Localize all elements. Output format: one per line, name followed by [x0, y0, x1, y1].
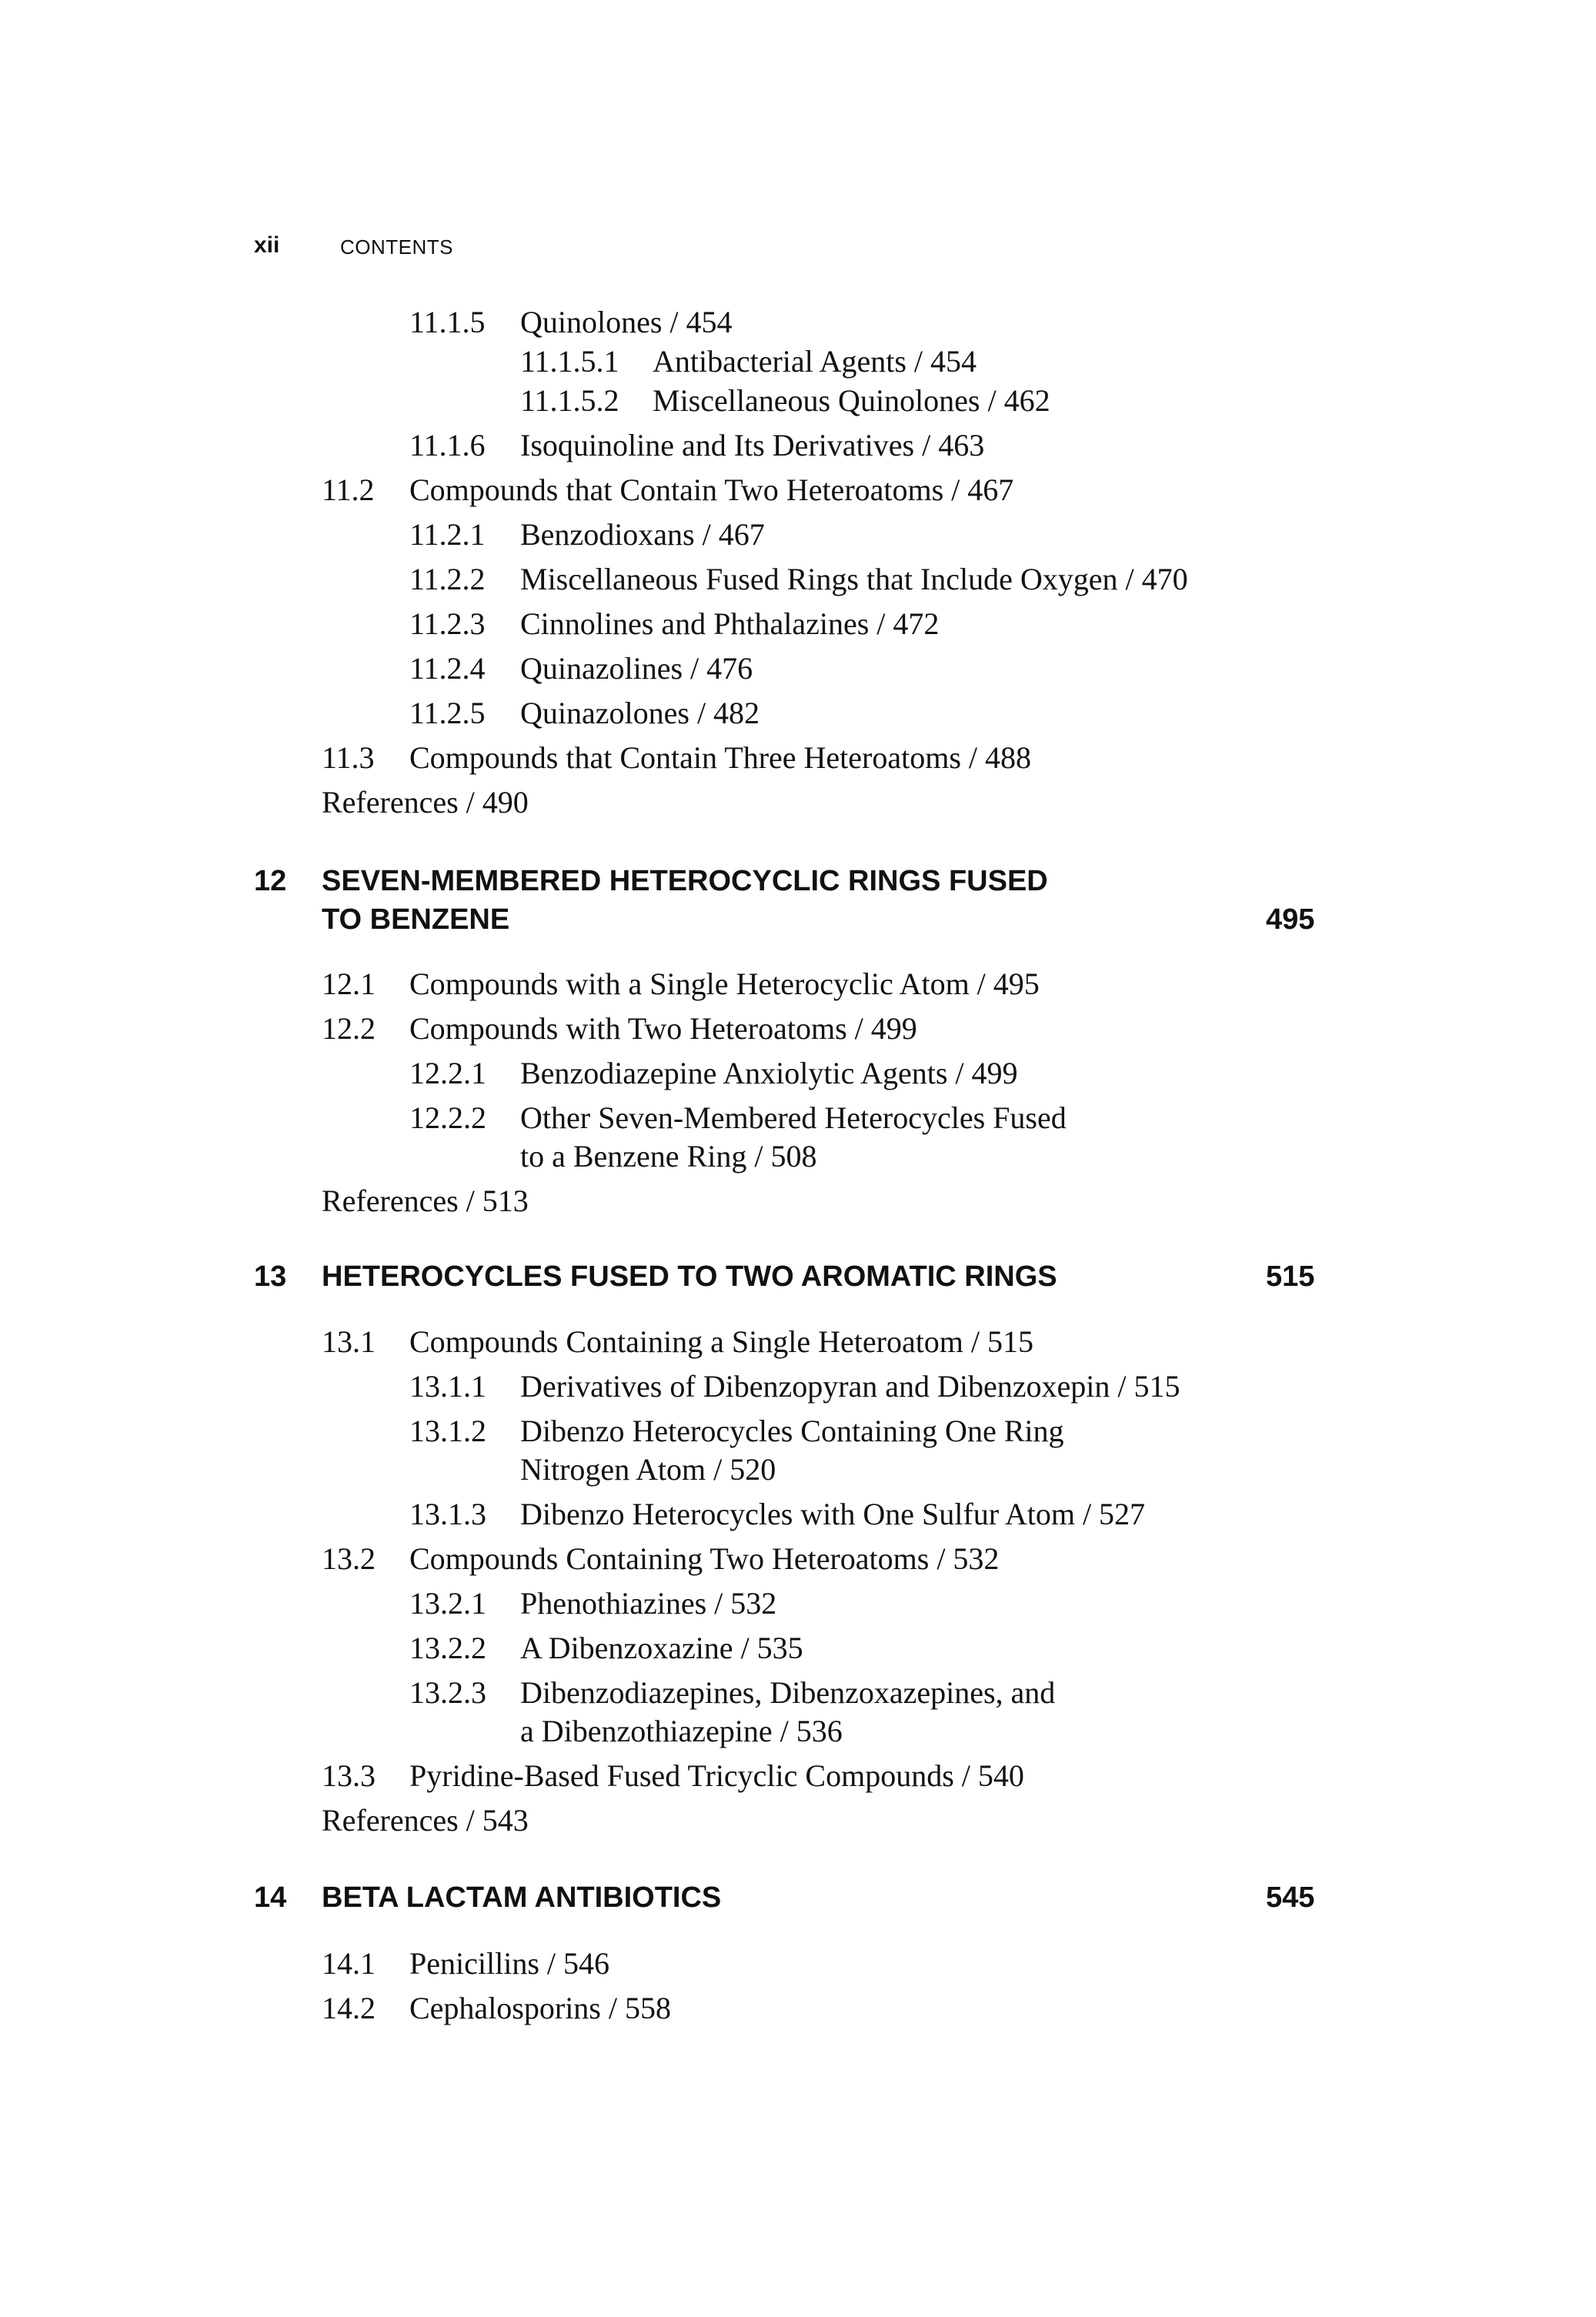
section-number: 11.2 [322, 472, 375, 507]
section-title: Phenothiazines / 532 [520, 1586, 777, 1621]
section-number: 11.2.4 [409, 651, 486, 686]
section-title-continued: Nitrogen Atom / 520 [520, 1452, 776, 1487]
section-number: 14.2 [322, 1991, 376, 2025]
section-title: Pyridine-Based Fused Tricyclic Compounds / 540 [409, 1758, 1024, 1793]
references-label: References / 513 [322, 1184, 529, 1218]
chapter-title: SEVEN-MEMBERED HETEROCYCLIC RINGS FUSED [322, 865, 1048, 897]
section-title: Dibenzo Heterocycles Containing One Ring [520, 1414, 1064, 1448]
section-number: 13.2.1 [409, 1586, 486, 1621]
section-title: Quinazolines / 476 [520, 651, 753, 686]
section-title: A Dibenzoxazine / 535 [520, 1631, 803, 1665]
section-title: Compounds with a Single Heterocyclic Atom / 495 [409, 967, 1040, 1001]
chapter-page: 545 [1266, 1881, 1315, 1914]
chapter-title: HETEROCYCLES FUSED TO TWO AROMATIC RINGS [322, 1260, 1057, 1293]
section-title: Penicillins / 546 [409, 1946, 609, 1981]
section-number: 11.1.5.1 [520, 344, 619, 379]
section-number: 13.1.3 [409, 1497, 486, 1531]
chapter-page: 515 [1266, 1260, 1315, 1293]
section-title-continued: a Dibenzothiazepine / 536 [520, 1714, 843, 1748]
chapter-title-continued: TO BENZENE [322, 903, 510, 936]
chapter-number: 12 [254, 865, 287, 897]
section-title: Miscellaneous Fused Rings that Include Oxygen / 470 [520, 562, 1188, 596]
section-number: 13.1 [322, 1324, 376, 1359]
section-title: Isoquinoline and Its Derivatives / 463 [520, 428, 985, 462]
section-number: 13.1.2 [409, 1414, 486, 1448]
section-title: Miscellaneous Quinolones / 462 [653, 383, 1050, 418]
section-number: 13.3 [322, 1758, 376, 1793]
section-number: 11.1.5 [409, 305, 486, 339]
section-title: Cephalosporins / 558 [409, 1991, 671, 2025]
section-number: 11.2.2 [409, 562, 486, 596]
references-label: References / 490 [322, 785, 529, 820]
chapter-title: BETA LACTAM ANTIBIOTICS [322, 1881, 722, 1914]
section-title: Dibenzodiazepines, Dibenzoxazepines, and [520, 1675, 1056, 1710]
section-number: 11.3 [322, 740, 375, 775]
chapter-number: 13 [254, 1260, 287, 1293]
section-number: 12.2.2 [409, 1100, 486, 1135]
section-title: Cinnolines and Phthalazines / 472 [520, 606, 940, 641]
section-number: 11.2.3 [409, 606, 486, 641]
section-number: 13.2.2 [409, 1631, 486, 1665]
section-number: 13.2 [322, 1541, 376, 1576]
section-number: 12.2.1 [409, 1056, 486, 1090]
section-title-continued: to a Benzene Ring / 508 [520, 1139, 817, 1174]
section-title: Derivatives of Dibenzopyran and Dibenzoxepin / 515 [520, 1369, 1180, 1404]
section-title: Compounds that Contain Two Heteroatoms / 467 [409, 472, 1014, 507]
section-title: Benzodiazepine Anxiolytic Agents / 499 [520, 1056, 1018, 1090]
section-title: Compounds Containing a Single Heteroatom / 515 [409, 1324, 1034, 1359]
section-title: Compounds Containing Two Heteroatoms / 532 [409, 1541, 1000, 1576]
section-number: 12.1 [322, 967, 376, 1001]
section-number: 11.2.1 [409, 517, 486, 552]
section-number: 13.1.1 [409, 1369, 486, 1404]
section-title: Compounds that Contain Three Heteroatoms / 488 [409, 740, 1032, 775]
page-number: xii [254, 232, 280, 258]
references-label: References / 543 [322, 1803, 529, 1838]
chapter-number: 14 [254, 1881, 287, 1914]
section-number: 12.2 [322, 1011, 376, 1046]
section-number: 14.1 [322, 1946, 376, 1981]
chapter-page: 495 [1266, 903, 1315, 936]
section-number: 13.2.3 [409, 1675, 486, 1710]
section-title: Antibacterial Agents / 454 [653, 344, 977, 379]
section-number: 11.1.6 [409, 428, 486, 462]
section-title: Compounds with Two Heteroatoms / 499 [409, 1011, 917, 1046]
section-title: Benzodioxans / 467 [520, 517, 765, 552]
section-number: 11.1.5.2 [520, 383, 619, 418]
section-number: 11.2.5 [409, 696, 486, 730]
section-title: Quinolones / 454 [520, 305, 733, 339]
section-title: Quinazolones / 482 [520, 696, 760, 730]
page-header [254, 232, 453, 259]
section-title: Dibenzo Heterocycles with One Sulfur Atom / 527 [520, 1497, 1146, 1531]
running-head: CONTENTS [340, 235, 453, 259]
section-title: Other Seven-Membered Heterocycles Fused [520, 1100, 1067, 1135]
